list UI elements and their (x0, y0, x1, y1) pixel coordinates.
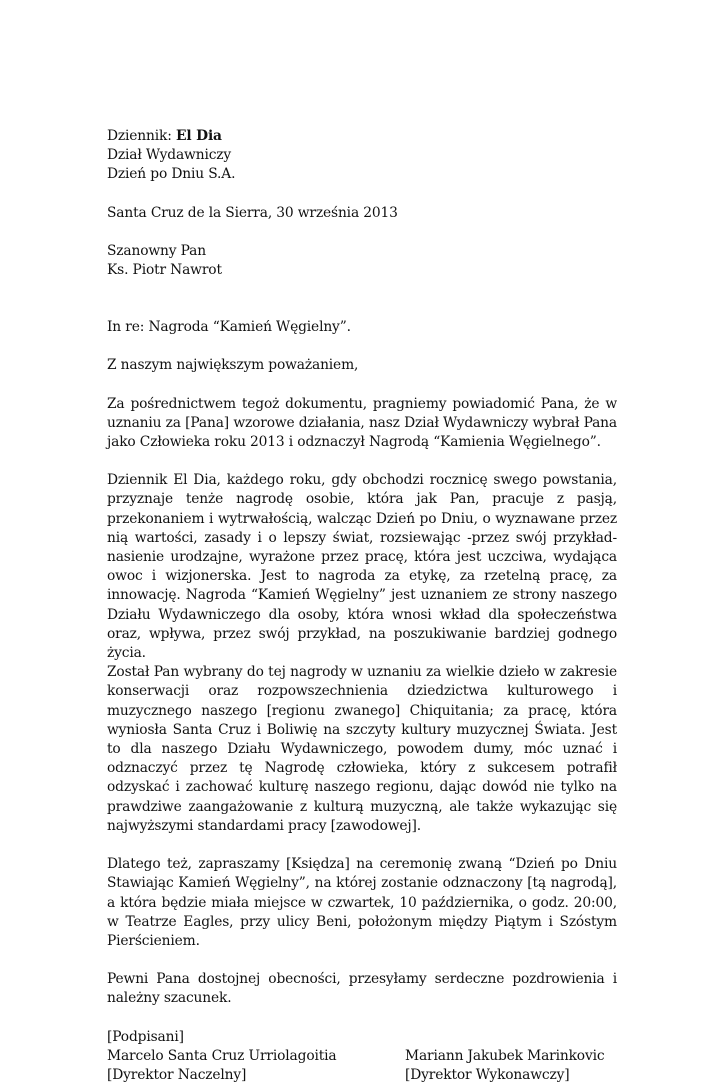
newspaper-label: Dziennik: (107, 128, 172, 144)
newspaper-name: El Dia (176, 128, 222, 144)
subject-line: In re: Nagroda “Kamień Węgielny”. (107, 319, 351, 336)
signature-names (107, 1047, 617, 1066)
recipient-name: Ks. Piotr Nawrot (107, 262, 222, 279)
paragraph-3: Został Pan wybrany do tej nagrody w uznaniu za wielkie dzieło w zakresie konserwacji oraz rozpowszechnienia dziedzictwa kulturowego i muzycznego naszego [regionu zwanego] Chiquitania; za pracę, która wyniosła Santa Cruz i Boliwię na szczyty kultury muzycznej Świata. Jest to dla naszego Działu Wydawniczego, powodem dumy, móc uznać i odznaczyć przez tę Nagrodę człowieka, który z sukcesem potrafił odzyskać i zachować kulturę naszego regionu, dając dowód nie tylko na prawdziwe zaangażowanie z kulturą muzyczną, ale także wykazując się najwyższymi standardami pracy [zawodowej]. (107, 664, 617, 834)
left-signatory-title: [Dyrektor Naczelny] (107, 1066, 247, 1083)
paragraph-4: Dlatego też, zapraszamy [Księdza] na ceremonię zwaną “Dzień po Dniu Stawiając Kamień Węgielny”, na której zostanie odznaczony [tą nagrodą], a która będzie miała miejsce w czwartek, 10 października, o godz. 20:00, w Teatrze Eagles, przy ulicy Beni, położonym między Piątym i Szóstym Pierścieniem. (107, 856, 617, 949)
newspaper-line (107, 127, 617, 146)
recipient-salutation: Szanowny Pan (107, 242, 206, 259)
place-date: Santa Cruz de la Sierra, 30 września 2013 (107, 204, 398, 221)
letter-body (107, 127, 617, 1085)
greeting: Z naszym największym poważaniem, (107, 357, 359, 374)
paragraph-1: Za pośrednictwem tegoż dokumentu, pragniemy powiadomić Pana, że w uznaniu za [Pana] wzorowe działania, nasz Dział Wydawniczy wybrał Pana jako Człowieka roku 2013 i odznaczył Nagrodą “Kamienia Węgielnego”. (107, 395, 617, 451)
left-signatory-name: Marcelo Santa Cruz Urriolagoitia (107, 1047, 337, 1064)
right-signatory-name: Mariann Jakubek Marinkovic (405, 1047, 605, 1064)
right-signatory-title: [Dyrektor Wykonawczy] (405, 1066, 570, 1083)
signature-titles (107, 1066, 617, 1085)
department: Dział Wydawniczy (107, 147, 232, 164)
paragraph-5: Pewni Pana dostojnej obecności, przesyłamy serdeczne pozdrowienia i należny szacunek. (107, 971, 617, 1007)
signed-label: [Podpisani] (107, 1028, 184, 1045)
company: Dzień po Dniu S.A. (107, 166, 236, 183)
paragraph-2: Dziennik El Dia, każdego roku, gdy obchodzi rocznicę swego powstania, przyznaje tenże nagrodę osobie, która jak Pan, pracuje z pasją, przekonaniem i wytrwałością, walcząc Dzień po Dniu, o wyznawane przez nią wartości, zasady i o lepszy świat, rozsiewając -przez swój przykład- nasienie urodzajne, wyrażone przez pracę, która jest uczciwa, wydająca owoc i wizjonerska. Jest to nagroda za etykę, za rzetelną pracę, za innowację. Nagroda “Kamień Węgielny” jest uznaniem ze strony naszego Działu Wydawniczego dla osoby, która wnosi wkład dla społeczeństwa oraz, wpływa, przez swój przykład, na poszukiwanie bardziej godnego życia. (107, 472, 617, 662)
